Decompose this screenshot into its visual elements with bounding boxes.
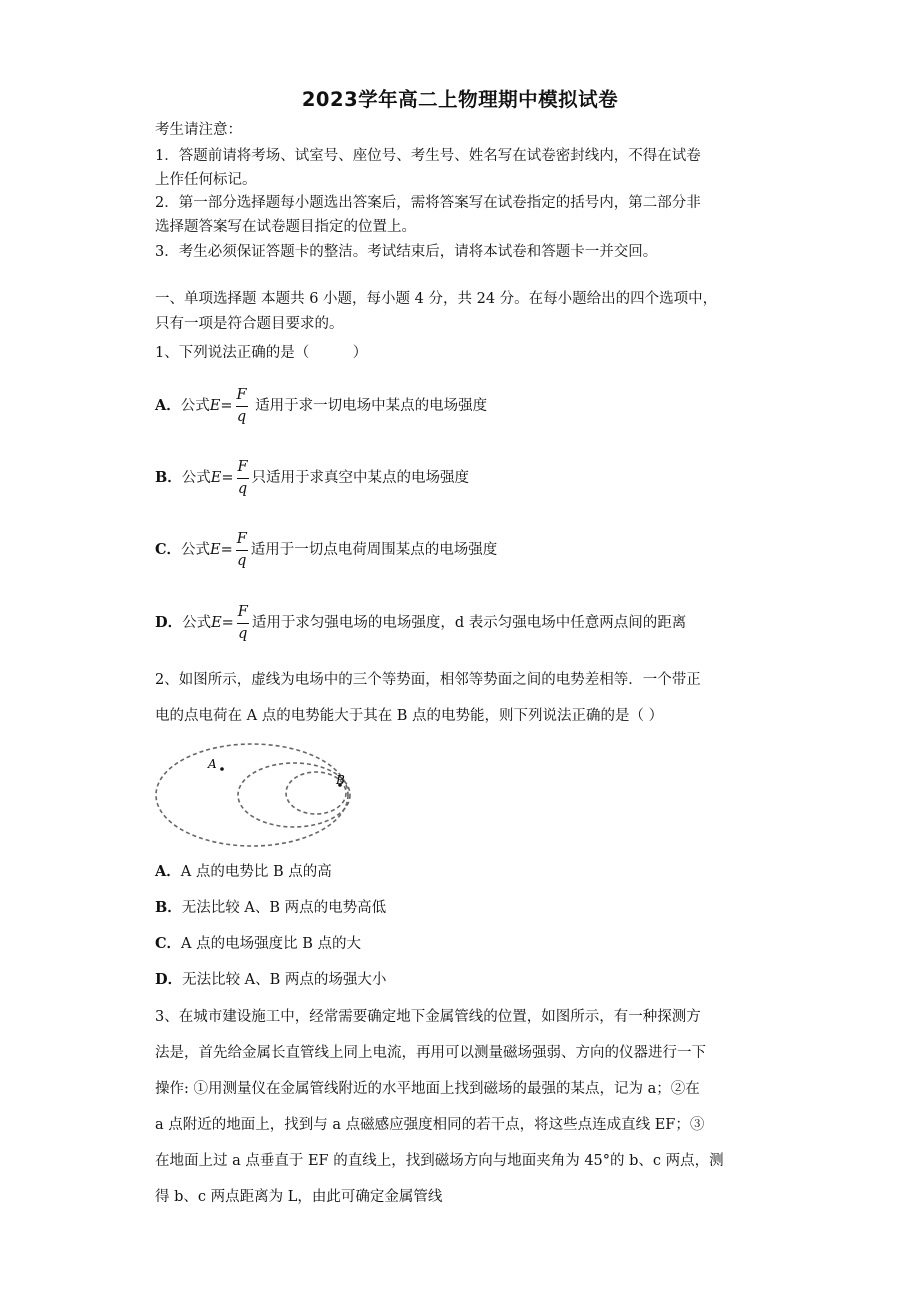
option-label: B． xyxy=(155,469,182,486)
question-3-line: a 点附近的地面上，找到与 a 点磁感应强度相同的若干点，将这些点连成直线 EF；③ xyxy=(155,1117,705,1133)
formula-numerator: F xyxy=(237,458,248,475)
formula-lhs: E xyxy=(211,615,222,631)
question-1-stem: 1、下列说法正确的是（ ） xyxy=(155,345,368,361)
option-text: 适用于求匀强电场的电场强度，d 表示匀强电场中任意两点间的距离 xyxy=(251,615,687,631)
option-label: B． xyxy=(155,899,182,916)
equipotential-figure xyxy=(150,738,360,850)
outer-equipotential xyxy=(156,744,348,846)
notice-item: 选择题答案写在试卷题目指定的位置上。 xyxy=(155,219,416,235)
fraction-bar xyxy=(236,406,248,407)
option-text: 无法比较 A、B 两点的场强大小 xyxy=(182,972,387,988)
formula-lhs: E xyxy=(210,542,221,558)
q2-option-b xyxy=(155,898,386,918)
notice-item: 上作任何标记。 xyxy=(155,172,257,188)
middle-equipotential xyxy=(238,763,350,827)
q2-option-c xyxy=(155,934,361,954)
question-3-line: 得 b、c 两点距离为 L，由此可确定金属管线 xyxy=(155,1189,443,1205)
page-title: 2023学年高二上物理期中模拟试卷 xyxy=(301,88,619,111)
fraction-bar xyxy=(237,478,249,479)
point-a-label: A xyxy=(208,757,217,771)
point-a-dot xyxy=(220,767,224,771)
formula-denominator: q xyxy=(237,552,247,569)
option-text: 只适用于求真空中某点的电场强度 xyxy=(251,470,470,486)
option-label: A． xyxy=(155,397,181,414)
question-3-line: 法是，首先给金属长直管线上同上电流，再用可以测量磁场强弱、方向的仪器进行一下 xyxy=(155,1045,706,1061)
option-prefix: 公式 xyxy=(180,398,210,414)
q1-option-d xyxy=(155,603,686,643)
formula-eq: = xyxy=(221,615,234,631)
option-prefix: 公式 xyxy=(181,542,211,558)
question-3-line: 在地面上过 a 点垂直于 EF 的直线上，找到磁场方向与地面夹角为 45°的 b、c 两点，测 xyxy=(155,1153,724,1169)
point-b-label: B xyxy=(336,773,345,787)
option-text: 适用于一切点电荷周围某点的电场强度 xyxy=(250,542,498,558)
formula-denominator: q xyxy=(238,625,248,642)
fraction-bar xyxy=(236,550,248,551)
option-text: A 点的电势比 B 点的高 xyxy=(180,864,332,880)
option-label: C． xyxy=(155,541,182,558)
q1-option-c xyxy=(155,530,497,570)
option-prefix: 公式 xyxy=(181,470,211,486)
option-text: A 点的电场强度比 B 点的大 xyxy=(181,936,362,952)
formula-fraction xyxy=(236,531,248,570)
formula-denominator: q xyxy=(236,408,247,425)
formula-lhs: E xyxy=(209,398,221,414)
formula-fraction xyxy=(237,459,249,498)
notice-heading: 考生请注意： xyxy=(155,122,242,138)
option-text: 适用于求一切电场中某点的电场强度 xyxy=(250,398,488,414)
question-3-line: 3、在城市建设施工中，经常需要确定地下金属管线的位置，如图所示，有一种探测方 xyxy=(155,1009,701,1025)
q1-option-a xyxy=(155,386,487,426)
section-heading: 一、单项选择题 本题共 6 小题，每小题 4 分，共 24 分。在每小题给出的四个选项中， xyxy=(155,291,718,307)
section-heading-cont: 只有一项是符合题目要求的。 xyxy=(155,316,344,332)
option-label: C． xyxy=(155,935,182,952)
notice-item: 3．考生必须保证答题卡的整洁。考试结束后，请将本试卷和答题卡一并交回。 xyxy=(155,244,658,260)
q1-option-b xyxy=(155,458,469,498)
formula-eq: = xyxy=(221,470,234,486)
formula-denominator: q xyxy=(237,480,248,497)
formula-lhs: E xyxy=(210,470,222,486)
formula-numerator: F xyxy=(237,603,248,620)
formula-numerator: F xyxy=(236,530,247,547)
formula-fraction xyxy=(236,387,248,426)
formula-eq: = xyxy=(220,398,233,414)
q2-option-a xyxy=(155,862,332,882)
formula-eq: = xyxy=(220,542,233,558)
question-2-stem: 2、如图所示，虚线为电场中的三个等势面，相邻等势面之间的电势差相等．一个带正 xyxy=(155,672,701,688)
option-prefix: 公式 xyxy=(182,615,212,631)
formula-numerator: F xyxy=(236,386,247,403)
option-label: D． xyxy=(155,614,183,631)
option-label: D． xyxy=(155,971,183,988)
question-2-stem-cont: 电的点电荷在 A 点的电势能大于其在 B 点的电势能，则下列说法正确的是（ ） xyxy=(155,708,664,724)
q2-option-d xyxy=(155,970,386,990)
option-text: 无法比较 A、B 两点的电势高低 xyxy=(181,900,387,916)
fraction-bar xyxy=(237,623,249,624)
question-3-line: 操作: ①用测量仪在金属管线附近的水平地面上找到磁场的最强的某点，记为 a；②在 xyxy=(155,1081,700,1097)
option-label: A． xyxy=(155,863,181,880)
notice-item: 2．第一部分选择题每小题选出答案后，需将答案写在试卷指定的括号内，第二部分非 xyxy=(155,195,701,211)
notice-item: 1．答题前请将考场、试室号、座位号、考生号、姓名写在试卷密封线内，不得在试卷 xyxy=(155,148,701,164)
formula-fraction xyxy=(237,604,249,643)
